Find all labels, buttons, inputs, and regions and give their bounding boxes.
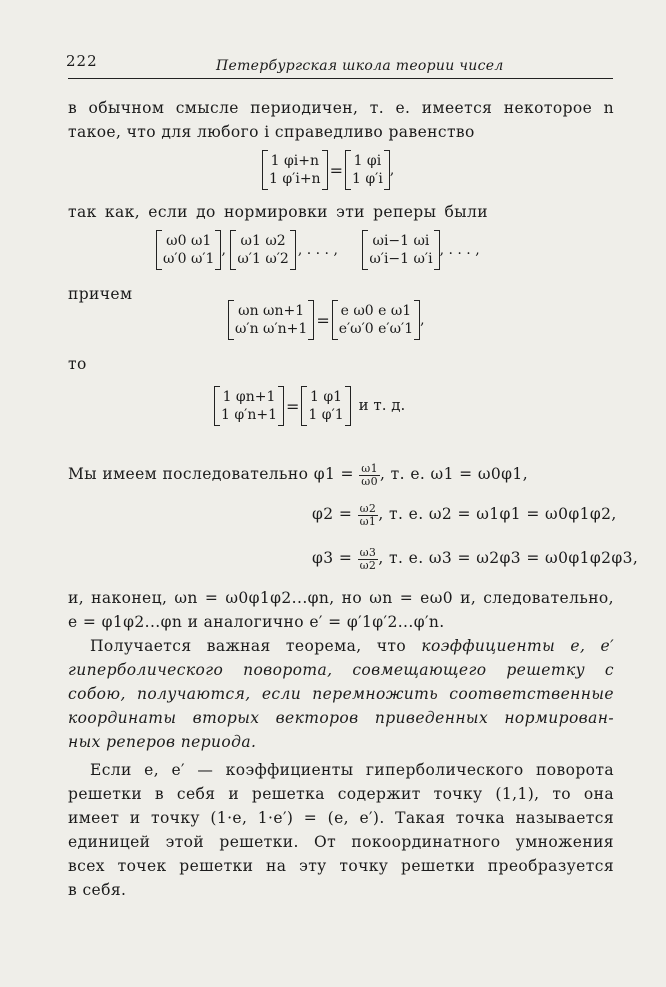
body-line-7: e = φ1φ2...φn и аналогично e′ = φ′1φ′2...φ′n. xyxy=(68,613,445,631)
matrix-rhs xyxy=(332,300,420,340)
denominator: ω1 xyxy=(359,514,377,528)
numerator: ω1 xyxy=(361,461,379,475)
matrix-row: 1 φ1 xyxy=(309,389,343,405)
matrix-rhs xyxy=(301,386,350,426)
matrix-lhs xyxy=(228,300,314,340)
body-line-6: и, наконец, ωn = ω0φ1φ2...φn, но ωn = eω0 и, следовательно, xyxy=(68,589,614,607)
seq-eq-rest: , т. е. ω2 = ω1φ1 = ω0φ1φ2, xyxy=(378,505,617,523)
ellipsis-tail: , . . . , xyxy=(439,242,480,258)
equals-sign: = xyxy=(329,160,343,180)
separator: , xyxy=(221,242,226,258)
matrix-frame-0 xyxy=(156,230,221,270)
numerator: ω3 xyxy=(359,545,377,559)
matrix-rhs xyxy=(345,150,390,190)
matrix-lhs xyxy=(214,386,284,426)
body-line-5: то xyxy=(68,355,87,373)
equals-sign: = xyxy=(316,310,330,330)
matrix-row: ω′n ω′n+1 xyxy=(235,321,308,337)
theorem-line-5: ных реперов периода. xyxy=(68,733,257,751)
theorem-line-4: координаты вторых векторов приведенных нормирован- xyxy=(68,709,614,727)
matrix-row: 1 φ′n+1 xyxy=(221,407,277,423)
numerator: ω2 xyxy=(359,501,377,515)
seq-eq-lhs: φ3 = xyxy=(312,549,353,567)
matrix-row: e′ω′0 e′ω′1 xyxy=(338,321,414,337)
matrix-lhs xyxy=(262,150,328,190)
para2-line-5: всех точек решетки на эту точку решетки преобразуется xyxy=(68,857,614,875)
fraction xyxy=(358,503,379,528)
header-rule xyxy=(68,78,613,79)
equals-sign: = xyxy=(286,396,300,416)
body-line-2: такое, что для любого i справедливо равенство xyxy=(68,123,475,141)
matrix-row: 1 φ′1 xyxy=(308,407,344,423)
matrix-frame-1 xyxy=(230,230,295,270)
matrix-row: 1 φi+n xyxy=(270,153,319,169)
matrix-row: 1 φ′i+n xyxy=(269,171,321,187)
running-title: Петербургская школа теории чисел xyxy=(216,58,504,74)
matrix-row: ω1 ω2 xyxy=(240,233,286,249)
para2-line-1: Если e, e′ — коэффициенты гиперболического поворота xyxy=(90,761,614,779)
seq-eq-lhs: φ1 = xyxy=(313,465,354,483)
theorem-line-1 xyxy=(68,634,614,658)
formula-frames xyxy=(156,230,480,270)
seq-line-2 xyxy=(312,502,617,528)
formula-tail: , xyxy=(389,162,395,178)
formula-periodicity xyxy=(262,150,394,190)
matrix-row: ωn ωn+1 xyxy=(238,303,305,319)
para2-line-2: решетки в себя и решетка содержит точку (1,1), то она xyxy=(68,785,614,803)
fraction xyxy=(358,547,379,572)
theorem-line-2: гиперболического поворота, совмещающего решетку с xyxy=(68,661,614,679)
seq-eq-rest: , т. е. ω1 = ω0φ1, xyxy=(380,465,529,483)
seq-line-1 xyxy=(68,462,528,488)
seq-eq-lhs: φ2 = xyxy=(312,505,353,523)
seq-lead: Мы имеем последовательно xyxy=(68,465,309,483)
matrix-row: 1 φi xyxy=(353,153,382,169)
formula-tail: , xyxy=(420,312,425,328)
matrix-row: 1 φn+1 xyxy=(222,389,276,405)
page-number: 222 xyxy=(66,52,98,70)
formula-periodicity-2 xyxy=(214,386,405,426)
theorem-line-3: собою, получаются, если перемножить соответственные xyxy=(68,685,614,703)
matrix-frame-i xyxy=(362,230,439,270)
para2-line-4: единицей этой решетки. От покоординатного умножения xyxy=(68,833,614,851)
theorem-lead: Получается важная теорема, что xyxy=(90,637,422,655)
matrix-row: ωi−1 ωi xyxy=(372,233,430,249)
theorem-text: коэффициенты e, e′ xyxy=(421,637,614,655)
matrix-row: ω′1 ω′2 xyxy=(237,251,289,267)
body-line-4: причем xyxy=(68,285,133,303)
matrix-row: ω′i−1 ω′i xyxy=(369,251,433,267)
formula-tail: и т. д. xyxy=(358,396,406,414)
body-line-3: так как, если до нормировки эти реперы были xyxy=(68,203,488,221)
matrix-row: ω0 ω1 xyxy=(166,233,212,249)
formula-period xyxy=(228,300,425,340)
body-line-1: в обычном смысле периодичен, т. е. имеется некоторое n xyxy=(68,99,614,117)
matrix-row: 1 φ′i xyxy=(351,171,383,187)
matrix-row: e ω0 e ω1 xyxy=(340,303,412,319)
denominator: ω0 xyxy=(361,474,379,488)
denominator: ω2 xyxy=(359,558,377,572)
ellipsis: , . . . , xyxy=(297,242,338,258)
fraction xyxy=(359,463,380,488)
seq-line-3 xyxy=(312,546,638,572)
para2-line-6: в себя. xyxy=(68,881,127,899)
seq-eq-rest: , т. е. ω3 = ω2φ3 = ω0φ1φ2φ3, xyxy=(378,549,639,567)
matrix-row: ω′0 ω′1 xyxy=(163,251,215,267)
para2-line-3: имеет и точку (1·e, 1·e′) = (e, e′). Такая точка называется xyxy=(68,809,614,827)
